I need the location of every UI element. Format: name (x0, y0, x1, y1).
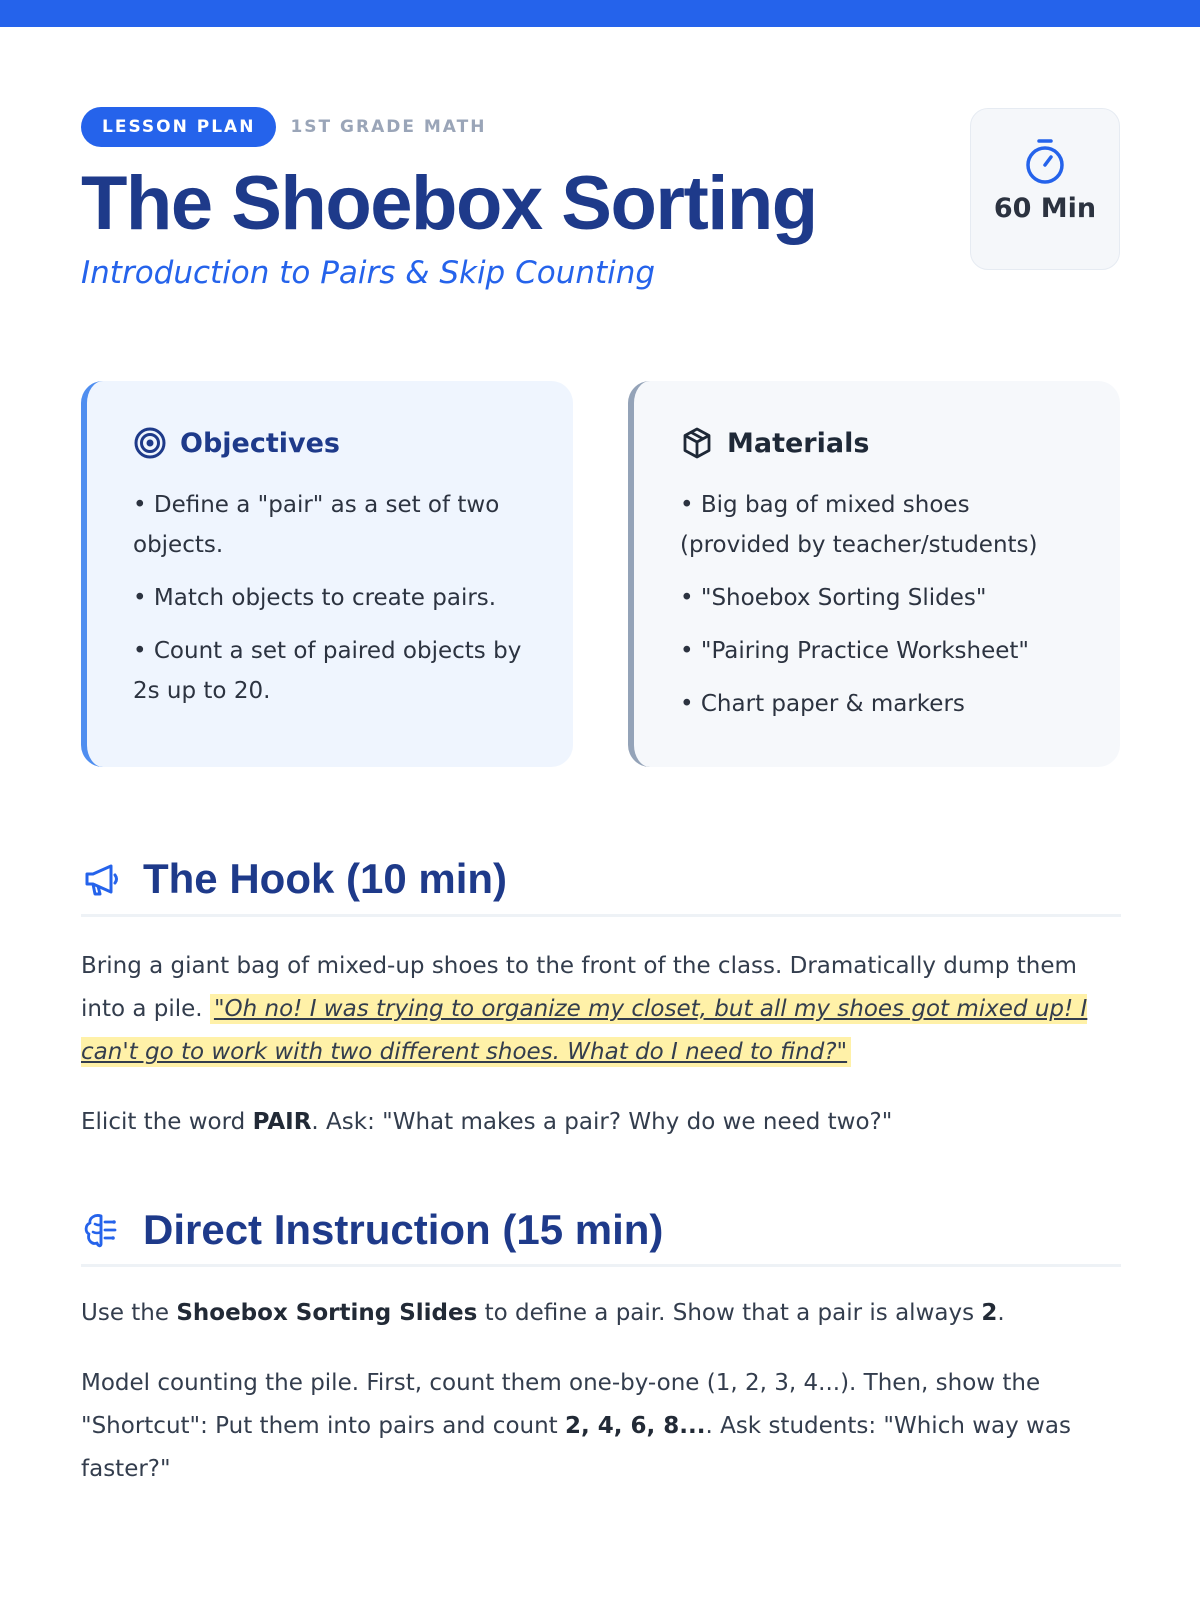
pair-keyword: PAIR (252, 1109, 312, 1135)
hook-header (81, 844, 1121, 917)
hook-question-end: . Ask: "What makes a pair? Why do we need two?" (311, 1109, 893, 1135)
megaphone-icon (81, 859, 121, 899)
materials-header (680, 423, 1080, 463)
target-icon (133, 426, 167, 460)
direct-text: Model counting the pile. First, count them one-by-one (1, 2, 3, 4...). Then, show the "Shortcut": Put them into pairs and count (81, 1370, 1041, 1439)
duration-card (970, 108, 1120, 270)
slides-keyword: Shoebox Sorting Slides (176, 1300, 478, 1326)
grade-label: 1ST GRADE MATH (290, 117, 487, 137)
direct-text: to define a pair. Show that a pair is always (477, 1300, 982, 1326)
direct-instruction-section (81, 1195, 1121, 1491)
list-item: • Match objects to create pairs. (133, 585, 497, 611)
list-item: • Big bag of mixed shoes (provided by teacher/students) (680, 492, 1038, 558)
duration-label: 60 Min (993, 193, 1097, 224)
page-subtitle: Introduction to Pairs & Skip Counting (81, 255, 656, 291)
materials-title: Materials (727, 427, 870, 459)
direct-instruction-title: Direct Instruction (15 min) (143, 1205, 664, 1253)
direct-text: . Ask students: "Which way was faster?" (81, 1413, 1071, 1482)
lesson-header (81, 107, 1121, 307)
hook-text: Bring a giant bag of mixed-up shoes to the front of the class. Dramatically dump them into a pile. (81, 953, 1077, 1022)
brain-icon (81, 1210, 121, 1250)
lesson-plan-badge: LESSON PLAN (81, 107, 276, 147)
page-title: The Shoebox Sorting (81, 161, 817, 246)
list-item: • "Shoebox Sorting Slides" (680, 585, 987, 611)
objectives-title: Objectives (180, 427, 340, 459)
skip-count-keyword: 2, 4, 6, 8... (565, 1413, 706, 1439)
hook-section (81, 844, 1121, 1144)
materials-card (628, 381, 1120, 767)
top-accent-bar (0, 0, 1200, 27)
list-item: • "Pairing Practice Worksheet" (680, 638, 1029, 664)
list-item: • Define a "pair" as a set of two objects. (133, 492, 500, 558)
objectives-header (133, 423, 533, 463)
materials-list (680, 485, 1080, 724)
direct-text: Use the (81, 1300, 177, 1326)
two-keyword: 2 (981, 1300, 998, 1326)
objectives-card (81, 381, 573, 767)
list-item: • Count a set of paired objects by 2s up to 20. (133, 638, 522, 704)
stopwatch-icon (1023, 135, 1067, 187)
direct-paragraph-2 (81, 1362, 1121, 1491)
list-item: • Chart paper & markers (680, 691, 965, 717)
direct-text: . (997, 1300, 1005, 1326)
hook-title: The Hook (10 min) (143, 855, 508, 902)
hook-question (81, 1101, 1121, 1144)
direct-instruction-header (81, 1195, 1121, 1267)
hook-question-text: Elicit the word (81, 1109, 253, 1135)
hook-quote: "Oh no! I was trying to organize my closet, but all my shoes got mixed up! I can't go to work with two different shoes. What do I need to find?" (81, 996, 1088, 1065)
box-icon (680, 426, 714, 460)
hook-paragraph (81, 945, 1121, 1074)
direct-paragraph-1 (81, 1292, 1121, 1335)
objectives-list (133, 485, 533, 711)
tag-row (81, 107, 486, 147)
